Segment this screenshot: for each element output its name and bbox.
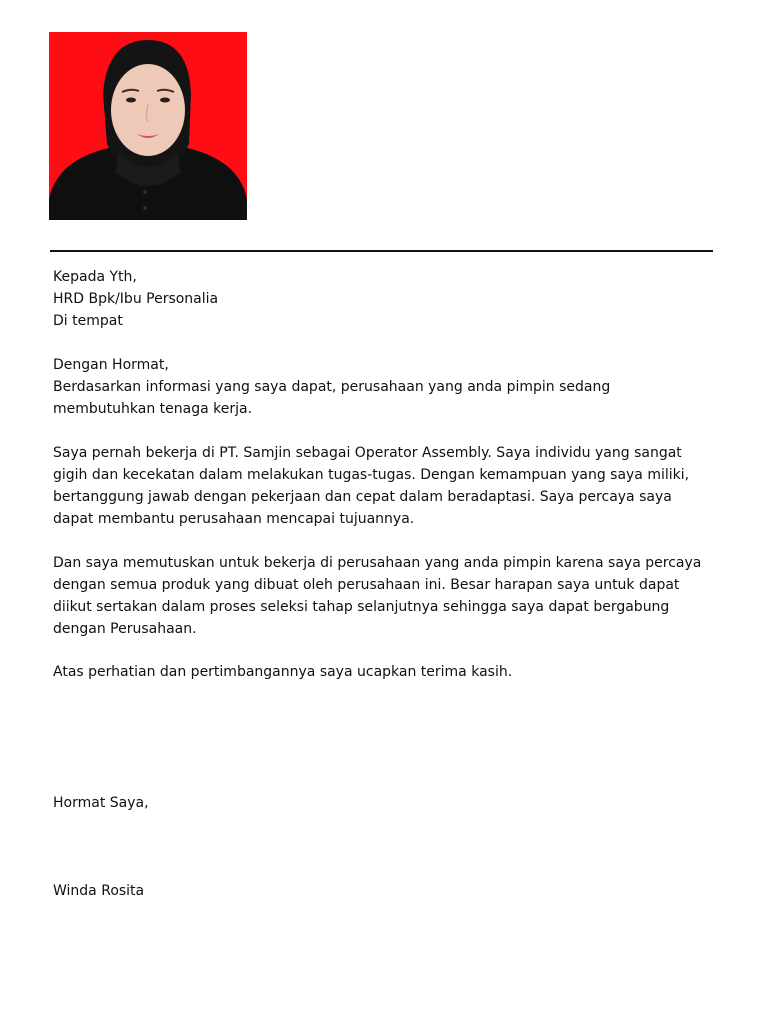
signature-name: Winda Rosita	[53, 883, 145, 899]
signoff: Hormat Saya,	[53, 795, 149, 811]
paragraph-2-line-4: dapat membantu perusahaan mencapai tujuannya.	[53, 511, 415, 527]
recipient-line-1: Kepada Yth,	[53, 269, 137, 285]
closing-paragraph: Atas perhatian dan pertimbangannya saya ucapkan terima kasih.	[53, 664, 513, 680]
paragraph-1-line-1: Berdasarkan informasi yang saya dapat, perusahaan yang anda pimpin sedang	[53, 379, 611, 395]
paragraph-1-line-2: membutuhkan tenaga kerja.	[53, 401, 253, 417]
paragraph-3-line-3: diikut sertakan dalam proses seleksi tahap selanjutnya sehingga saya dapat bergabung	[53, 599, 670, 615]
applicant-photo-graphic	[49, 32, 247, 220]
paragraph-2-line-3: bertanggung jawab dengan pekerjaan dan cepat dalam beradaptasi. Saya percaya saya	[53, 489, 672, 505]
paragraph-3-line-4: dengan Perusahaan.	[53, 621, 197, 637]
paragraph-3-line-2: dengan semua produk yang dibuat oleh perusahaan ini. Besar harapan saya untuk dapat	[53, 577, 680, 593]
applicant-photo	[49, 32, 247, 220]
paragraph-2-line-2: gigih dan kecekatan dalam melakukan tugas-tugas. Dengan kemampuan yang saya miliki,	[53, 467, 690, 483]
paragraph-2-line-1: Saya pernah bekerja di PT. Samjin sebagai Operator Assembly. Saya individu yang sangat	[53, 445, 682, 461]
recipient-line-3: Di tempat	[53, 313, 123, 329]
recipient-line-2: HRD Bpk/Ibu Personalia	[53, 291, 219, 307]
greeting: Dengan Hormat,	[53, 357, 169, 373]
paragraph-3-line-1: Dan saya memutuskan untuk bekerja di perusahaan yang anda pimpin karena saya percaya	[53, 555, 702, 571]
header-divider	[50, 250, 713, 252]
